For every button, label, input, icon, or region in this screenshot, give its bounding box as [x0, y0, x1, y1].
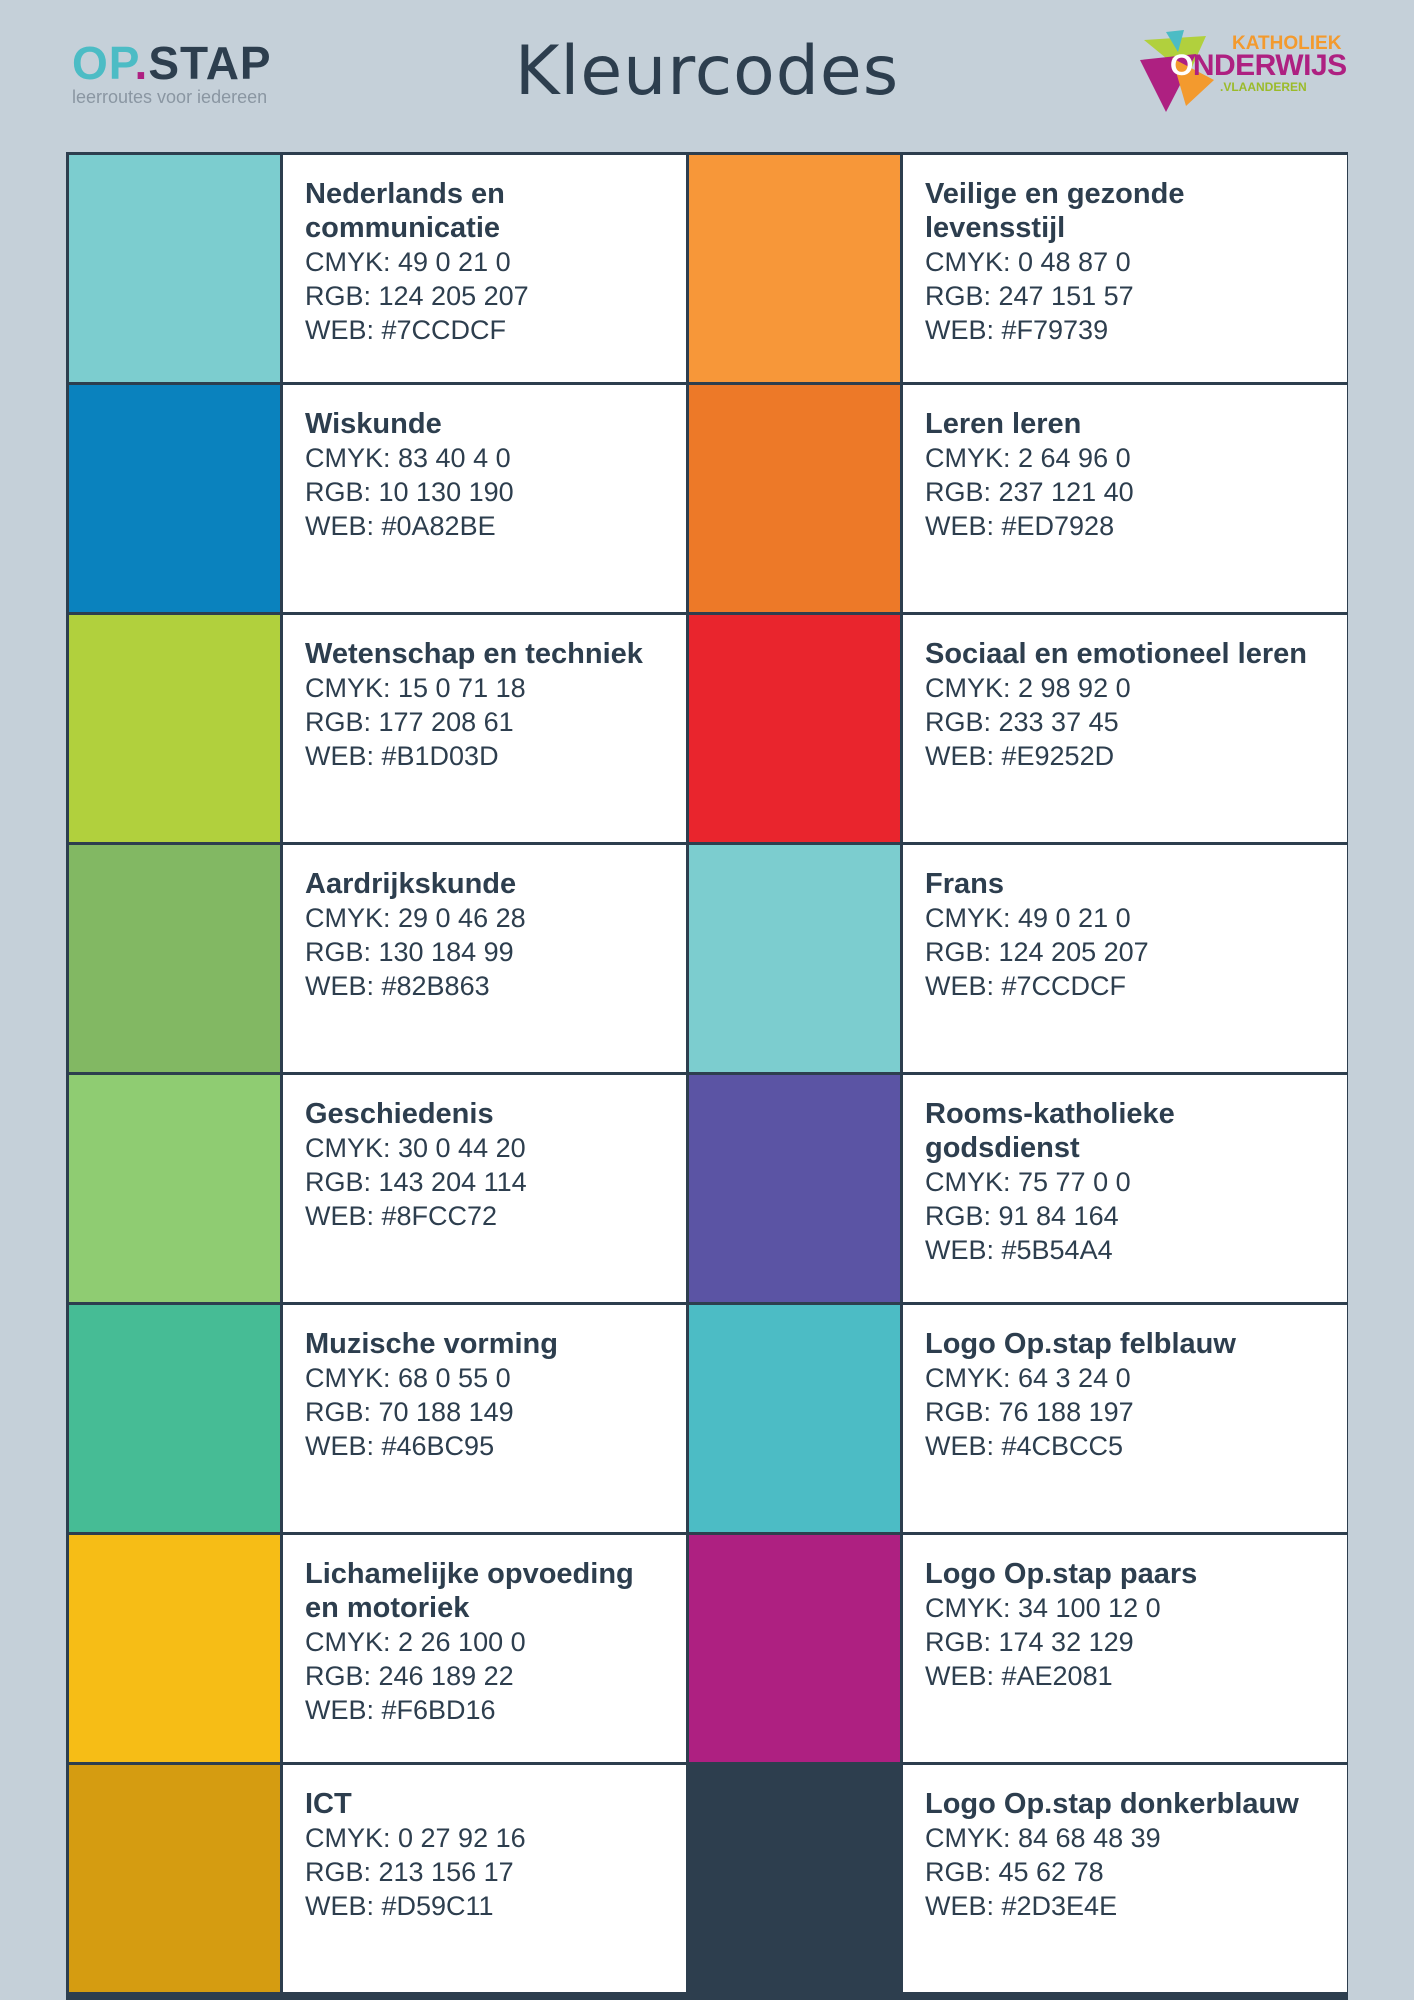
rgb-value: RGB: 174 32 129	[925, 1627, 1134, 1657]
rgb-value: RGB: 124 205 207	[305, 281, 529, 311]
color-info	[903, 1305, 1347, 1532]
cmyk-value: CMYK: 84 68 48 39	[925, 1823, 1161, 1853]
cmyk-value: CMYK: 2 98 92 0	[925, 673, 1131, 703]
color-name: Leren leren	[925, 408, 1082, 440]
katholiek-onderwijs-logo	[1136, 30, 1356, 116]
opstap-logo-dot: .	[134, 37, 149, 89]
color-swatch	[69, 385, 280, 612]
color-name: Frans	[925, 868, 1004, 900]
color-name: Lichamelijke opvoeding en motoriek	[305, 1558, 634, 1624]
cmyk-value: CMYK: 0 27 92 16	[305, 1823, 526, 1853]
rgb-value: RGB: 233 37 45	[925, 707, 1119, 737]
color-code-table	[66, 152, 1348, 2000]
rgb-value: RGB: 91 84 164	[925, 1201, 1119, 1231]
web-value: WEB: #8FCC72	[305, 1201, 498, 1231]
web-value: WEB: #F6BD16	[305, 1695, 496, 1725]
rgb-value: RGB: 237 121 40	[925, 477, 1134, 507]
opstap-logo-stap: STAP	[148, 37, 272, 89]
color-info	[283, 155, 686, 382]
web-value: WEB: #2D3E4E	[925, 1891, 1118, 1921]
rgb-value: RGB: 213 156 17	[305, 1857, 514, 1887]
web-value: WEB: #4CBCC5	[925, 1431, 1124, 1461]
color-swatch	[689, 1765, 900, 1992]
color-swatch	[689, 385, 900, 612]
opstap-logo-op: OP	[72, 37, 135, 89]
color-name: Veilige en gezonde levensstijl	[925, 178, 1185, 244]
web-value: WEB: #AE2081	[925, 1661, 1113, 1691]
page-title: Kleurcodes	[514, 32, 900, 111]
web-value: WEB: #7CCDCF	[925, 971, 1127, 1001]
cmyk-value: CMYK: 83 40 4 0	[305, 443, 511, 473]
web-value: WEB: #D59C11	[305, 1891, 494, 1921]
color-swatch	[689, 1075, 900, 1302]
color-swatch	[689, 155, 900, 382]
web-value: WEB: #E9252D	[925, 741, 1115, 771]
color-info	[903, 385, 1347, 612]
cmyk-value: CMYK: 49 0 21 0	[925, 903, 1131, 933]
color-info	[283, 1305, 686, 1532]
color-name: Wetenschap en techniek	[305, 638, 643, 670]
rgb-value: RGB: 247 151 57	[925, 281, 1134, 311]
color-name: Logo Op.stap donkerblauw	[925, 1788, 1299, 1820]
color-name: Rooms-katholieke godsdienst	[925, 1098, 1175, 1164]
color-name: Aardrijkskunde	[305, 868, 517, 900]
rgb-value: RGB: 177 208 61	[305, 707, 514, 737]
ko-logo-line1: KATHOLIEK	[1232, 33, 1342, 54]
color-swatch	[689, 1305, 900, 1532]
color-info	[903, 1075, 1347, 1302]
cmyk-value: CMYK: 15 0 71 18	[305, 673, 526, 703]
color-swatch	[69, 845, 280, 1072]
color-swatch	[69, 1075, 280, 1302]
color-swatch	[69, 1535, 280, 1762]
web-value: WEB: #7CCDCF	[305, 315, 507, 345]
cmyk-value: CMYK: 49 0 21 0	[305, 247, 511, 277]
color-swatch	[69, 1765, 280, 1992]
cmyk-value: CMYK: 29 0 46 28	[305, 903, 526, 933]
cmyk-value: CMYK: 75 77 0 0	[925, 1167, 1131, 1197]
color-name: Muzische vorming	[305, 1328, 558, 1360]
rgb-value: RGB: 130 184 99	[305, 937, 514, 967]
cmyk-value: CMYK: 64 3 24 0	[925, 1363, 1131, 1393]
color-info	[283, 1765, 686, 1992]
rgb-value: RGB: 76 188 197	[925, 1397, 1134, 1427]
color-info	[903, 1765, 1347, 1992]
color-name: Geschiedenis	[305, 1098, 494, 1130]
web-value: WEB: #F79739	[925, 315, 1109, 345]
cmyk-value: CMYK: 34 100 12 0	[925, 1593, 1161, 1623]
page-header	[0, 0, 1414, 150]
rgb-value: RGB: 246 189 22	[305, 1661, 514, 1691]
color-name: Wiskunde	[305, 408, 442, 440]
web-value: WEB: #B1D03D	[305, 741, 499, 771]
cmyk-value: CMYK: 0 48 87 0	[925, 247, 1131, 277]
color-info	[903, 615, 1347, 842]
color-info	[903, 845, 1347, 1072]
color-info	[283, 615, 686, 842]
color-info	[283, 845, 686, 1072]
color-name: ICT	[305, 1788, 352, 1820]
color-name: Nederlands en communicatie	[305, 178, 505, 244]
color-name: Logo Op.stap felblauw	[925, 1328, 1236, 1360]
rgb-value: RGB: 143 204 114	[305, 1167, 527, 1197]
color-info	[903, 155, 1347, 382]
opstap-tagline: leerroutes voor iedereen	[72, 87, 268, 107]
color-swatch	[69, 155, 280, 382]
rgb-value: RGB: 124 205 207	[925, 937, 1149, 967]
web-value: WEB: #0A82BE	[305, 511, 496, 541]
web-value: WEB: #5B54A4	[925, 1235, 1113, 1265]
color-swatch	[69, 1305, 280, 1532]
color-swatch	[69, 615, 280, 842]
rgb-value: RGB: 10 130 190	[305, 477, 514, 507]
cmyk-value: CMYK: 68 0 55 0	[305, 1363, 511, 1393]
ko-logo-nderwijs: NDERWIJS	[1192, 49, 1347, 82]
color-info	[283, 1535, 686, 1762]
color-info	[283, 385, 686, 612]
cmyk-value: CMYK: 2 26 100 0	[305, 1627, 526, 1657]
rgb-value: RGB: 45 62 78	[925, 1857, 1104, 1887]
web-value: WEB: #ED7928	[925, 511, 1115, 541]
ko-logo-o: O	[1170, 49, 1193, 82]
color-swatch	[689, 615, 900, 842]
ko-logo-line3: .VLAANDEREN	[1220, 80, 1307, 94]
ko-logo-line2	[1170, 50, 1347, 82]
rgb-value: RGB: 70 188 149	[305, 1397, 514, 1427]
web-value: WEB: #82B863	[305, 971, 490, 1001]
color-name: Logo Op.stap paars	[925, 1558, 1198, 1590]
color-swatch	[689, 1535, 900, 1762]
color-info	[283, 1075, 686, 1302]
web-value: WEB: #46BC95	[305, 1431, 495, 1461]
color-swatch	[689, 845, 900, 1072]
color-info	[903, 1535, 1347, 1762]
cmyk-value: CMYK: 2 64 96 0	[925, 443, 1131, 473]
cmyk-value: CMYK: 30 0 44 20	[305, 1133, 526, 1163]
color-name: Sociaal en emotioneel leren	[925, 638, 1307, 670]
